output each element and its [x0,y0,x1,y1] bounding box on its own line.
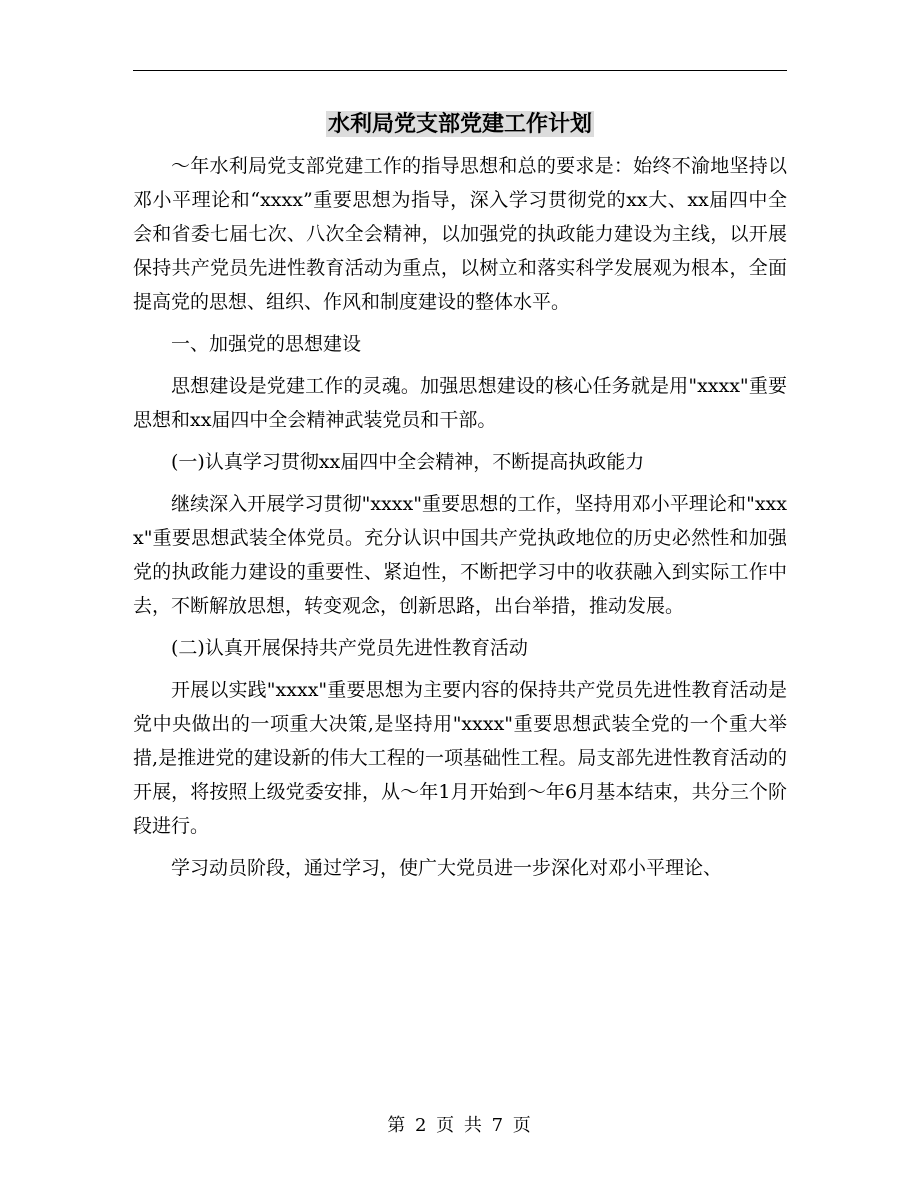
paragraph-study-mobilization: 学习动员阶段，通过学习，使广大党员进一步深化对邓小平理论、 [171,857,723,879]
section-heading-1: 一、加强党的思想建设 [171,333,362,355]
document-title-text: 水利局党支部党建工作计划 [327,111,592,137]
paragraph-ideological-building: 思想建设是党建工作的灵魂。加强思想建设的核心任务就是用"xxxx"重要思想和xx届四中全会精神武装党员和干部。 [133,375,787,431]
page-number: 第 2 页 共 7 页 [387,1115,533,1136]
header-rule [133,70,787,71]
subsection-heading-2: (二)认真开展保持共产党员先进性教育活动 [171,637,528,659]
document-title [0,104,920,144]
paragraph-education-activity: 开展以实践"xxxx"重要思想为主要内容的保持共产党员先进性教育活动是党中央做出的一项重大决策,是坚持用"xxxx"重要思想武装全党的一个重大举措,是推进党的建设新的伟大工程的一项基础性工程。局支部先进性教育活动的开展，将按照上级党委安排，从～年1月开始到～年6月基本结束，共分三个阶段进行。 [133,679,787,837]
paragraph-guiding-ideology: ～年水利局党支部党建工作的指导思想和总的要求是：始终不渝地坚持以邓小平理论和“xxxx”重要思想为指导，深入学习贯彻党的xx大、xx届四中全会和省委七届七次、八次全会精神，以加强党的执政能力建设为主线，以开展保持共产党员先进性教育活动为重点，以树立和落实科学发展观为根本，全面提高党的思想、组织、作风和制度建设的整体水平。 [133,155,787,313]
document-body [133,149,787,893]
paragraph-study-implementation: 继续深入开展学习贯彻"xxxx"重要思想的工作，坚持用邓小平理论和"xxxx"重要思想武装全体党员。充分认识中国共产党执政地位的历史必然性和加强党的执政能力建设的重要性、紧迫性，不断把学习中的收获融入到实际工作中去，不断解放思想，转变观念，创新思路，出台举措，推动发展。 [133,493,787,617]
subsection-heading-1: (一)认真学习贯彻xx届四中全会精神，不断提高执政能力 [171,451,645,473]
